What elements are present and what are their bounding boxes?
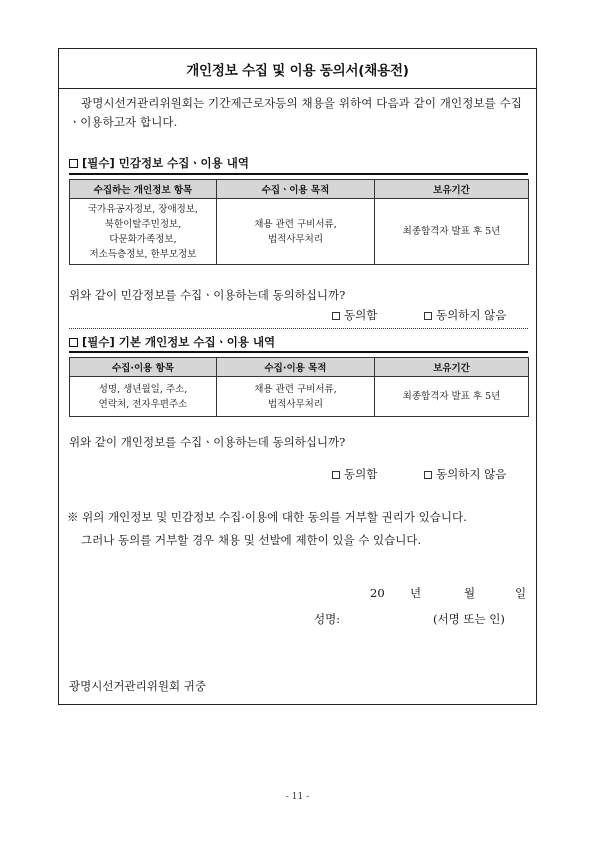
table-header-row xyxy=(70,180,529,199)
column-header: 수집·이용 항목 xyxy=(70,358,217,377)
disagree-checkbox[interactable] xyxy=(424,471,432,479)
column-header: 수집·이용 목적 xyxy=(217,358,375,377)
column-header: 보유기간 xyxy=(375,358,529,377)
items-cell xyxy=(70,199,217,265)
consent-form-frame xyxy=(58,48,537,705)
purpose-cell xyxy=(217,377,375,417)
purpose-cell xyxy=(217,199,375,265)
section2-question: 위와 같이 개인정보를 수집ㆍ이용하는데 동의하십니까? xyxy=(69,435,346,449)
items-line: 저소득층정보, 한부모정보 xyxy=(89,248,197,260)
purpose-line: 법적사무처리 xyxy=(267,233,324,245)
date-year-unit: 년 xyxy=(410,586,422,600)
agree-checkbox[interactable] xyxy=(332,312,340,320)
date-month-unit: 월 xyxy=(464,586,476,600)
checkbox-icon xyxy=(69,338,78,347)
table-row xyxy=(70,377,529,417)
table-row xyxy=(70,199,529,265)
section-divider xyxy=(69,328,528,329)
items-cell xyxy=(70,377,217,417)
addressee: 광명시선거관리위원회 귀중 xyxy=(69,679,206,693)
basic-info-table xyxy=(69,357,529,417)
agree-checkbox[interactable] xyxy=(332,471,340,479)
signature-hint: (서명 또는 인) xyxy=(433,612,505,626)
items-line: 국가유공자정보, 장애정보, xyxy=(87,203,198,215)
section1-question: 위와 같이 민감정보를 수집ㆍ이용하는데 동의하십니까? xyxy=(69,288,346,302)
signature-label: 성명: xyxy=(314,612,341,626)
items-line: 다문화가족정보, xyxy=(109,233,177,245)
items-line: 성명, 생년월일, 주소, xyxy=(98,383,188,395)
notice-line-1: ※ 위의 개인정보 및 민감정보 수집·이용에 대한 동의를 거부할 권리가 있습니다. xyxy=(67,510,467,524)
disagree-label: 동의하지 않음 xyxy=(436,308,507,322)
section2-disagree-option[interactable] xyxy=(424,465,506,483)
column-header: 수집ㆍ이용 목적 xyxy=(217,180,375,199)
section1-disagree-option[interactable] xyxy=(424,306,506,324)
form-title xyxy=(59,49,536,89)
disagree-label: 동의하지 않음 xyxy=(436,467,507,481)
notice-line-2: 그러나 동의를 거부할 경우 채용 및 선발에 제한이 있을 수 있습니다. xyxy=(81,533,422,547)
checkbox-icon xyxy=(69,159,78,168)
table-header-row xyxy=(70,358,529,377)
agree-label: 동의함 xyxy=(344,467,378,481)
section1-heading xyxy=(69,155,249,171)
date-year: 20 xyxy=(370,586,385,600)
section1-heading-text: [필수] 민감정보 수집ㆍ이용 내역 xyxy=(82,156,249,170)
column-header: 보유기간 xyxy=(375,180,529,199)
retention-cell: 최종합격자 발표 후 5년 xyxy=(375,199,529,265)
section2-heading-text: [필수] 기본 개인정보 수집ㆍ이용 내역 xyxy=(82,335,276,349)
form-title-text: 개인정보 수집 및 이용 동의서(채용전) xyxy=(186,62,409,79)
section2-agree-option[interactable] xyxy=(332,465,377,483)
column-header: 수집하는 개인정보 항목 xyxy=(70,180,217,199)
purpose-line: 채용 관련 구비서류, xyxy=(254,218,337,230)
date-day-unit: 일 xyxy=(515,586,527,600)
purpose-line: 법적사무처리 xyxy=(267,398,324,410)
section2-underline xyxy=(69,351,528,353)
disagree-checkbox[interactable] xyxy=(424,312,432,320)
intro-paragraph: 광명시선거관리위원회는 기간제근로자등의 채용을 위하여 다음과 같이 개인정보를 수집ㆍ이용하고자 합니다. xyxy=(69,96,523,129)
items-line: 북한이탈주민정보, xyxy=(104,218,182,230)
agree-label: 동의함 xyxy=(344,308,378,322)
section1-underline xyxy=(69,173,528,175)
section1-agree-option[interactable] xyxy=(332,306,377,324)
items-line: 연락처, 전자우편주소 xyxy=(98,398,188,410)
section2-heading xyxy=(69,334,275,350)
retention-cell: 최종합격자 발표 후 5년 xyxy=(375,377,529,417)
page-number: - 11 - xyxy=(285,792,310,802)
sensitive-info-table xyxy=(69,179,529,265)
purpose-line: 채용 관련 구비서류, xyxy=(254,383,337,395)
